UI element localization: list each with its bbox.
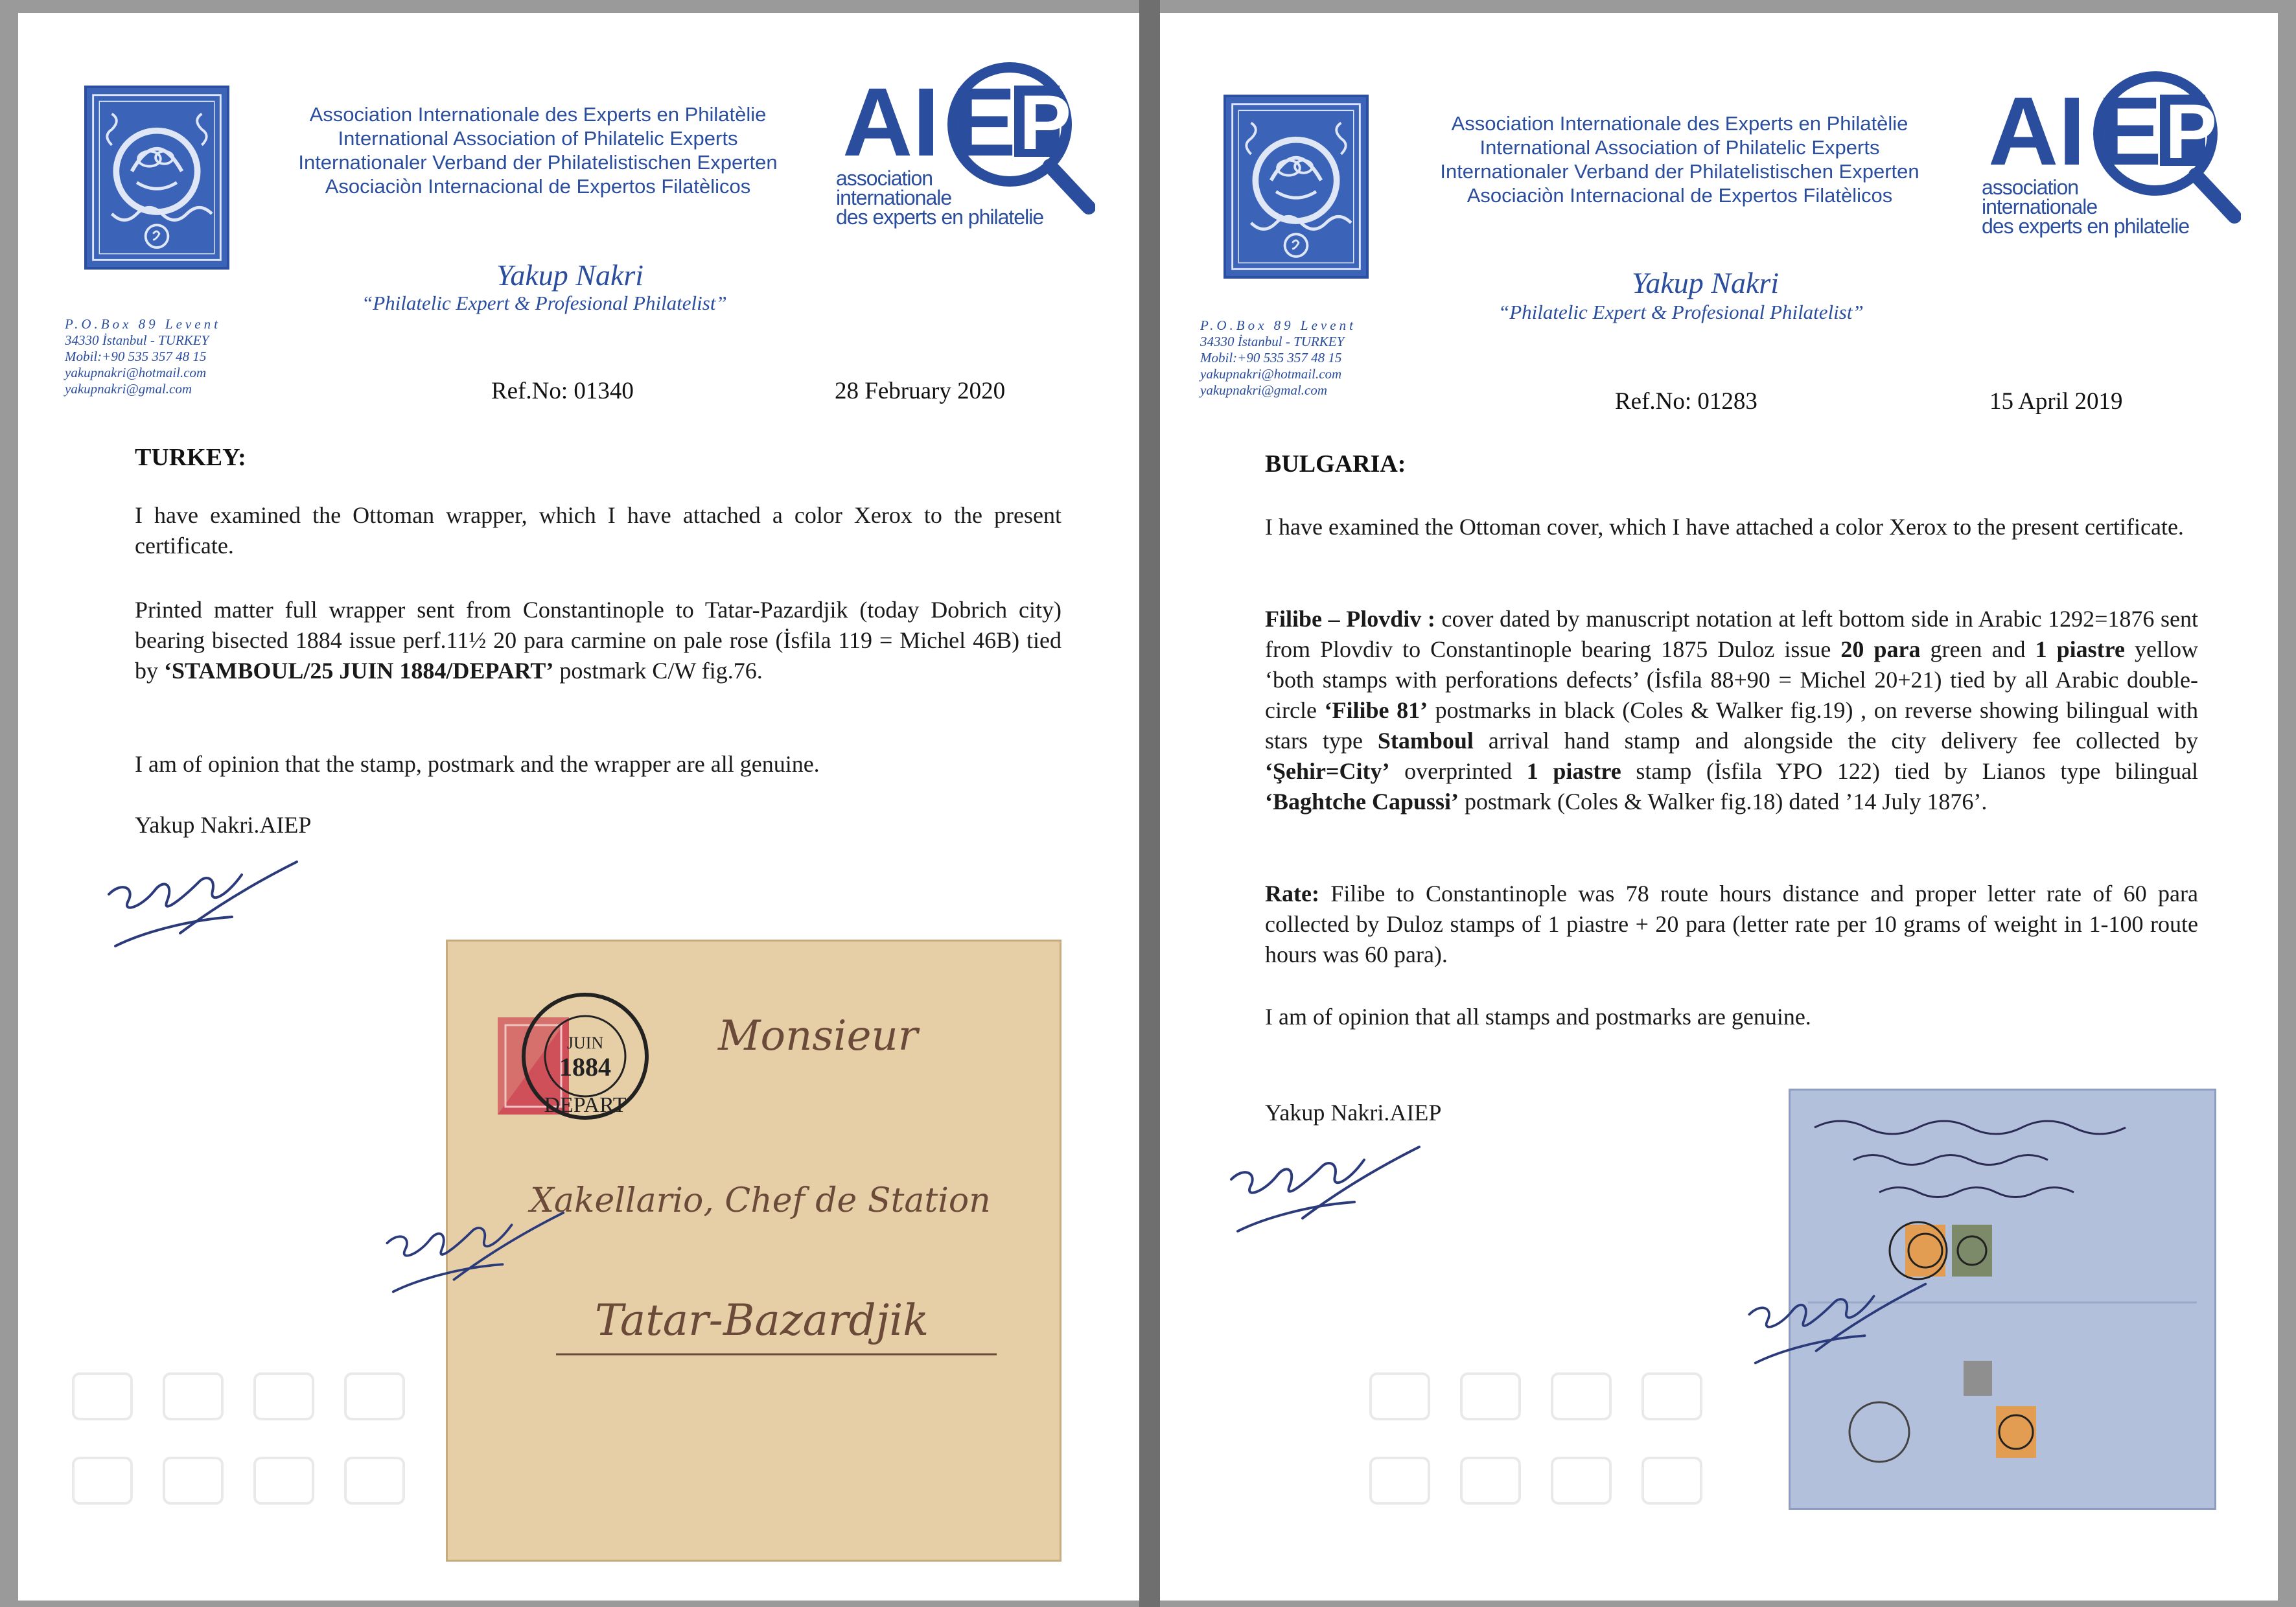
country-heading: TURKEY: (135, 444, 246, 471)
rate-text: Filibe to Constantinople was 78 route hours distance and proper letter rate of 60 para collected by Duloz stamps of 1 piastre + 20 para (letter rate per 10 grams of weight in 1-100 route hours was 60 para). (1265, 881, 2198, 967)
certificate-left (18, 13, 1139, 1601)
aiep-logo-sub3: des experts en philatelie (836, 205, 1044, 229)
security-watermark (1354, 1361, 1717, 1516)
country-heading: BULGARIA: (1265, 450, 1406, 478)
aiep-logo-sub2: internationale (836, 186, 952, 209)
description-bold-f: ‘Filibe 81’ (1324, 697, 1428, 723)
description-text-m: stamp (İsfila YPO 122) tied by Lianos type bilingual (1621, 758, 2198, 784)
association-line-fr: Association Internationale des Experts en Philatèlie (1451, 112, 1908, 135)
association-line-de: Internationaler Verband der Philatelistischen Experten (1440, 160, 1919, 183)
certificate-date: 28 February 2020 (835, 378, 1006, 404)
expert-tagline: “Philatelic Expert & Profesional Philatelist” (362, 292, 727, 314)
signature-name: Yakup Nakri.AIEP (135, 812, 312, 838)
description-text-c: green and (1920, 636, 2035, 662)
aiep-logo-sub2: internationale (1982, 195, 2098, 218)
postmark-depart: DEPART (544, 1093, 627, 1117)
description-bold-j: ‘Şehir=City’ (1265, 758, 1390, 784)
contact-address (1200, 318, 1356, 399)
certificate-right (1160, 13, 2278, 1601)
expert-name: Yakup Nakri (1632, 266, 1780, 299)
description-paragraph (1265, 604, 2198, 817)
description-bold-l: 1 piastre (1526, 758, 1621, 784)
description-text-o: postmark (Coles & Walker fig.18) dated ’14 July 1876’. (1459, 789, 1988, 815)
address-email-2: yakupnakri@gmal.com (1200, 382, 1328, 398)
address-pobox: P.O.Box 89 Levent (65, 316, 221, 332)
expert-tagline: “Philatelic Expert & Profesional Philatelist” (1498, 301, 1864, 323)
address-line-3: Tatar-Bazardjik (595, 1295, 929, 1345)
signature-name: Yakup Nakri.AIEP (1265, 1100, 1442, 1126)
overlay-signature (381, 1205, 575, 1348)
address-pobox: P.O.Box 89 Levent (1200, 318, 1356, 333)
address-line-1: Monsieur (718, 1012, 918, 1060)
security-watermark (57, 1361, 420, 1516)
reference-number: Ref.No: 01283 (1615, 388, 1757, 415)
description-text-g: postmarks in black (Coles & Walker fig.19) , on reverse showing bilingual with stars type (1265, 697, 2198, 754)
association-line-es: Asociaciòn Internacional de Expertos Filatèlicos (1467, 184, 1893, 207)
address-city: 34330 İstanbul - TURKEY (1200, 334, 1345, 349)
postmark-text: ‘STAMBOUL/25 JUIN 1884/DEPART’ (164, 658, 554, 684)
reference-number: Ref.No: 01340 (491, 378, 634, 404)
aiep-logo-sub1: association (836, 167, 933, 190)
association-line-en: International Association of Philatelic Experts (338, 127, 738, 150)
contact-address (65, 316, 221, 397)
description-lead: Filibe – Plovdiv : (1265, 606, 1435, 632)
intro-paragraph: I have examined the Ottoman cover, which I have attached a color Xerox to the present certificate. (1265, 514, 2184, 540)
address-email-1: yakupnakri@hotmail.com (1200, 366, 1342, 382)
address-email-2: yakupnakri@gmal.com (65, 381, 192, 397)
tughra-emblem-icon (1223, 95, 1369, 279)
tughra-emblem-icon (84, 86, 229, 270)
opinion-paragraph: I am of opinion that all stamps and postmarks are genuine. (1265, 1004, 1811, 1030)
description-text-a: cover dated by manuscript notation at left bottom side in Arabic 1292=1876 sent from Plovdiv to Constantinople bearing 1875 Duloz issue (1265, 606, 2198, 662)
expert-name: Yakup Nakri (496, 259, 644, 292)
association-line-fr: Association Internationale des Experts en Philatèlie (309, 103, 767, 126)
address-city: 34330 İstanbul - TURKEY (65, 332, 209, 348)
overlay-signature (1743, 1277, 1938, 1419)
intro-paragraph: I have examined the Ottoman wrapper, which I have attached a color Xerox to the present certificate. (135, 502, 1061, 559)
association-line-es: Asociaciòn Internacional de Expertos Filatèlicos (325, 175, 751, 198)
handwritten-signature (1225, 1140, 1432, 1289)
opinion-paragraph: I am of opinion that the stamp, postmark and the wrapper are all genuine. (135, 751, 820, 777)
postmark-year: 1884 (559, 1052, 611, 1081)
aiep-logo-sub1: association (1982, 176, 2079, 199)
address-mobile: Mobil:+90 535 357 48 15 (1200, 350, 1342, 365)
address-mobile: Mobil:+90 535 357 48 15 (65, 349, 207, 364)
description-text-e: yellow ‘both stamps with perforations defects’ (İsfila 88+90 = Michel 20+21) tied by all Arabic double-circle (1265, 636, 2199, 723)
description-text-i: arrival hand stamp and alongside the city delivery fee collected by (1473, 728, 2199, 754)
association-names (1395, 111, 1965, 207)
rate-lead: Rate: (1265, 881, 1319, 907)
description-text: Printed matter full wrapper sent from Constantinople to Tatar-Pazardjik (today Dobrich city) bearing bisected 1884 issue perf.11½ 20 para carmine on pale rose (İsfila 119 = Michel 46B) tied by (135, 597, 1061, 684)
description-tail: postmark C/W fig.76. (553, 658, 763, 684)
certificate-date: 15 April 2019 (1989, 388, 2123, 415)
aiep-logo-text (836, 168, 1108, 227)
association-names (253, 102, 823, 198)
description-paragraph (135, 595, 1061, 686)
address-line-2: Xakellario, Chef de Station (530, 1181, 991, 1220)
description-bold-n: ‘Baghtche Capussi’ (1265, 789, 1459, 815)
gutter (1139, 0, 1160, 1607)
address-email-1: yakupnakri@hotmail.com (65, 365, 207, 380)
rate-paragraph (1265, 879, 2198, 970)
description-text-k: overprinted (1389, 758, 1527, 784)
description-bold-d: 1 piastre (2035, 636, 2125, 662)
aiep-logo-text (1982, 178, 2254, 236)
association-line-en: International Association of Philatelic Experts (1479, 136, 1880, 159)
description-bold-b: 20 para (1840, 636, 1921, 662)
handwritten-signature (102, 855, 310, 1004)
postmark-day: JUIN (566, 1034, 604, 1052)
association-line-de: Internationaler Verband der Philatelistischen Experten (298, 151, 778, 174)
aiep-logo-sub3: des experts en philatelie (1982, 214, 2190, 238)
description-bold-h: Stamboul (1377, 728, 1474, 754)
